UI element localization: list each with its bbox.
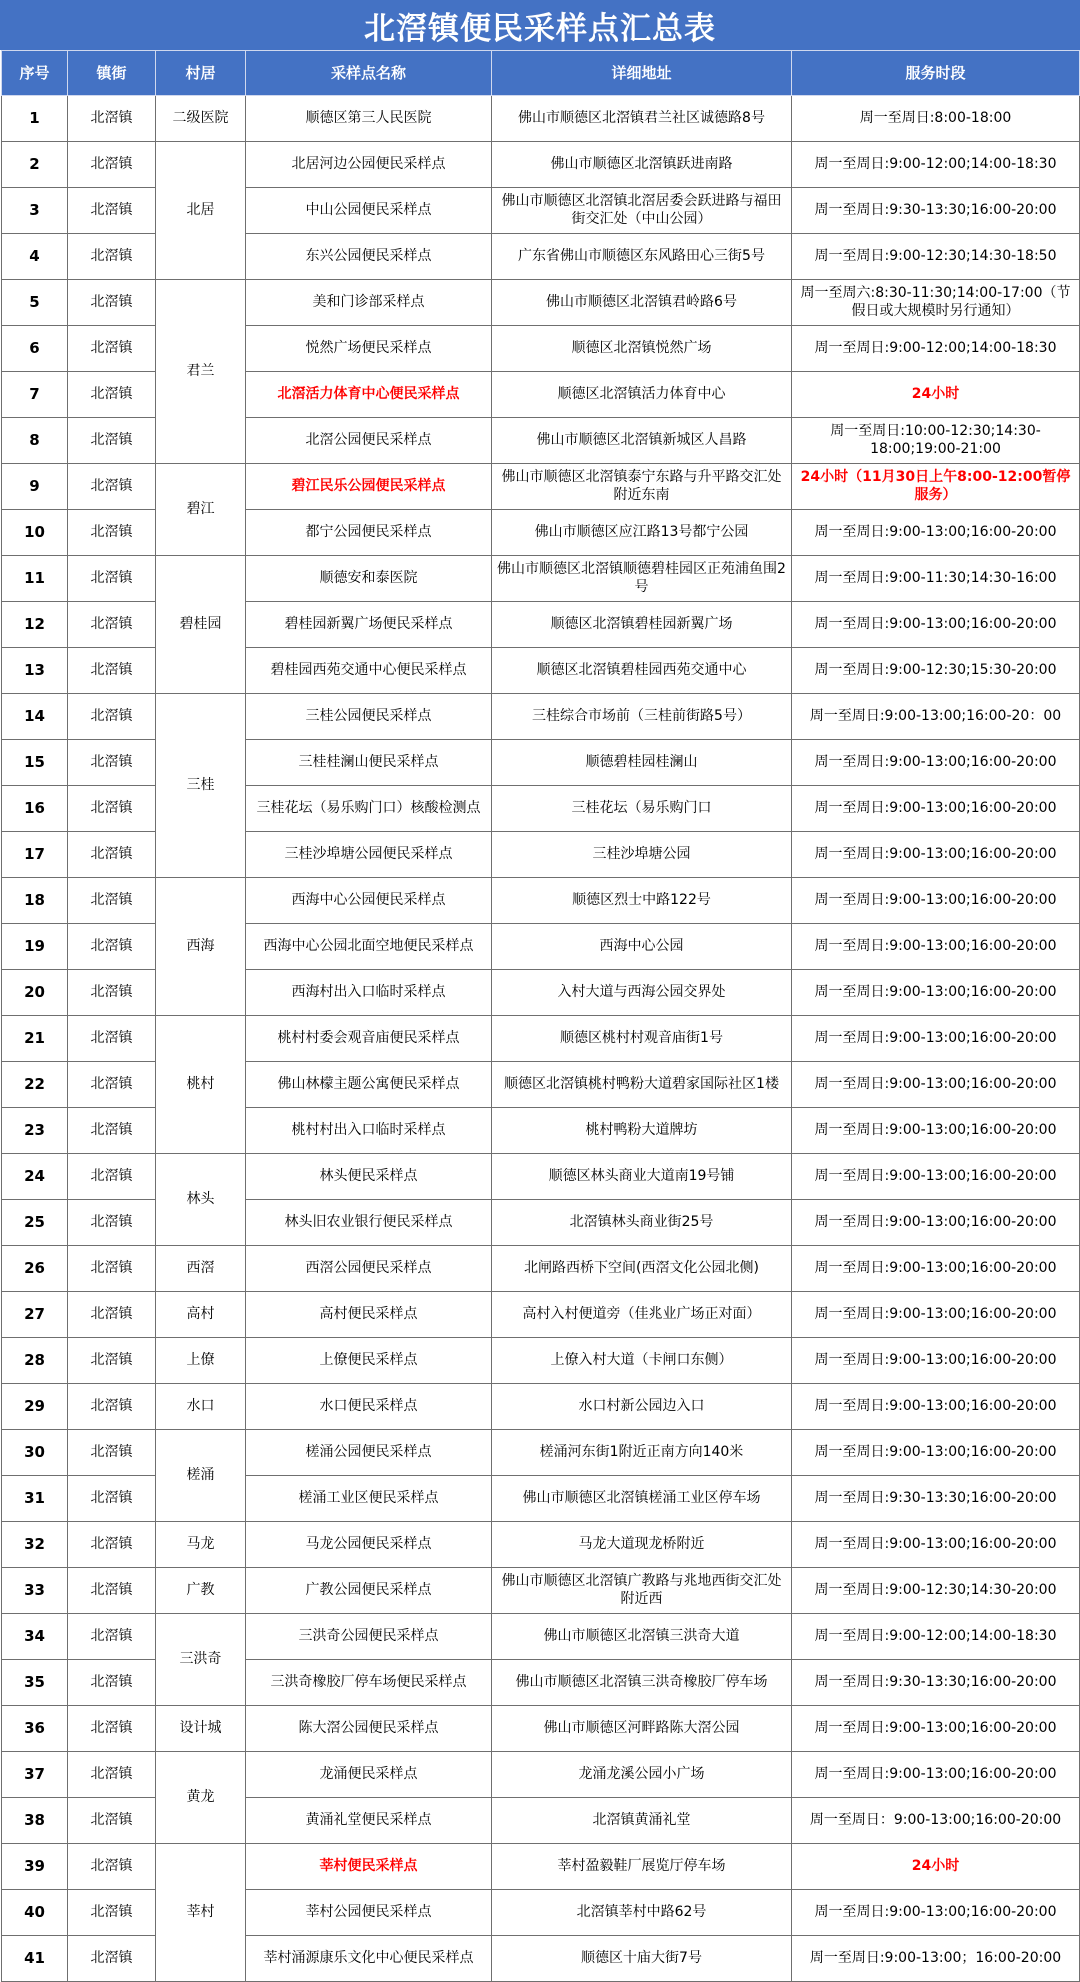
cell-hours: 周一至周日:9:00-13:00;16:00-20:00 <box>792 832 1080 878</box>
cell-town: 北滘镇 <box>68 510 156 556</box>
cell-seq: 36 <box>2 1706 68 1752</box>
header-name: 采样点名称 <box>246 51 492 96</box>
table-row <box>2 1522 1080 1568</box>
cell-seq: 11 <box>2 556 68 602</box>
cell-seq: 30 <box>2 1430 68 1476</box>
cell-hours: 周一至周日:9:00-13:00;16:00-20:00 <box>792 1522 1080 1568</box>
cell-seq: 5 <box>2 280 68 326</box>
table-row <box>2 142 1080 188</box>
cell-name: 顺德安和泰医院 <box>246 556 492 602</box>
cell-seq: 17 <box>2 832 68 878</box>
cell-hours: 周一至周日:9:00-13:00;16:00-20:00 <box>792 1108 1080 1154</box>
cell-seq: 8 <box>2 418 68 464</box>
cell-town: 北滘镇 <box>68 234 156 280</box>
cell-address: 顺德区烈士中路122号 <box>492 878 792 924</box>
table-row <box>2 694 1080 740</box>
cell-name: 槎涌公园便民采样点 <box>246 1430 492 1476</box>
cell-name: 三洪奇公园便民采样点 <box>246 1614 492 1660</box>
cell-town: 北滘镇 <box>68 1798 156 1844</box>
cell-hours: 周一至周日：9:00-13:00;16:00-20:00 <box>792 1798 1080 1844</box>
cell-name: 上僚便民采样点 <box>246 1338 492 1384</box>
cell-town: 北滘镇 <box>68 786 156 832</box>
cell-town: 北滘镇 <box>68 740 156 786</box>
cell-address: 入村大道与西海公园交界处 <box>492 970 792 1016</box>
cell-name: 马龙公园便民采样点 <box>246 1522 492 1568</box>
cell-hours: 周一至周日:9:00-12:00;14:00-18:30 <box>792 1614 1080 1660</box>
cell-town: 北滘镇 <box>68 878 156 924</box>
cell-name: 高村便民采样点 <box>246 1292 492 1338</box>
cell-address: 广东省佛山市顺德区东风路田心三街5号 <box>492 234 792 280</box>
cell-village: 设计城 <box>156 1706 246 1752</box>
cell-address: 佛山市顺德区北滘镇北滘居委会跃进路与福田街交汇处（中山公园） <box>492 188 792 234</box>
cell-village: 马龙 <box>156 1522 246 1568</box>
table-row <box>2 96 1080 142</box>
cell-seq: 12 <box>2 602 68 648</box>
table-row <box>2 1568 1080 1614</box>
header-hours: 服务时段 <box>792 51 1080 96</box>
cell-name: 北居河边公园便民采样点 <box>246 142 492 188</box>
cell-hours: 周一至周日:9:00-13:00;16:00-20:00 <box>792 1338 1080 1384</box>
cell-name: 美和门诊部采样点 <box>246 280 492 326</box>
cell-address: 佛山市顺德区北滘镇泰宁东路与升平路交汇处附近东南 <box>492 464 792 510</box>
cell-hours: 周一至周日:9:00-13:00;16:00-20:00 <box>792 924 1080 970</box>
cell-name: 西海中心公园便民采样点 <box>246 878 492 924</box>
cell-address: 顺德区十庙大街7号 <box>492 1936 792 1982</box>
cell-town: 北滘镇 <box>68 1614 156 1660</box>
cell-town: 北滘镇 <box>68 464 156 510</box>
table-body <box>2 96 1080 1982</box>
cell-seq: 34 <box>2 1614 68 1660</box>
cell-name: 黄涌礼堂便民采样点 <box>246 1798 492 1844</box>
cell-town: 北滘镇 <box>68 280 156 326</box>
cell-hours: 周一至周日:9:30-13:30;16:00-20:00 <box>792 188 1080 234</box>
table-header-row <box>2 51 1080 96</box>
cell-town: 北滘镇 <box>68 1568 156 1614</box>
cell-seq: 21 <box>2 1016 68 1062</box>
cell-address: 莘村盈毅鞋厂展览厅停车场 <box>492 1844 792 1890</box>
cell-name: 北滘公园便民采样点 <box>246 418 492 464</box>
table-row <box>2 1614 1080 1660</box>
table-row <box>2 464 1080 510</box>
cell-hours: 周一至周日:9:30-13:30;16:00-20:00 <box>792 1476 1080 1522</box>
cell-address: 桃村鸭粉大道牌坊 <box>492 1108 792 1154</box>
cell-address: 龙涌龙溪公园小广场 <box>492 1752 792 1798</box>
cell-hours: 周一至周日:10:00-12:30;14:30-18:00;19:00-21:00 <box>792 418 1080 464</box>
cell-address: 佛山市顺德区北滘镇跃进南路 <box>492 142 792 188</box>
cell-village: 君兰 <box>156 280 246 464</box>
cell-seq: 19 <box>2 924 68 970</box>
cell-name: 莘村公园便民采样点 <box>246 1890 492 1936</box>
cell-village: 莘村 <box>156 1844 246 1982</box>
cell-seq: 4 <box>2 234 68 280</box>
cell-seq: 3 <box>2 188 68 234</box>
cell-address: 佛山市顺德区北滘镇三洪奇大道 <box>492 1614 792 1660</box>
cell-village: 桃村 <box>156 1016 246 1154</box>
cell-address: 佛山市顺德区北滘镇三洪奇橡胶厂停车场 <box>492 1660 792 1706</box>
cell-seq: 31 <box>2 1476 68 1522</box>
cell-town: 北滘镇 <box>68 1890 156 1936</box>
cell-village: 槎涌 <box>156 1430 246 1522</box>
cell-seq: 1 <box>2 96 68 142</box>
cell-hours: 周一至周日:9:00-13:00;16:00-20:00 <box>792 970 1080 1016</box>
cell-town: 北滘镇 <box>68 1292 156 1338</box>
cell-name: 顺德区第三人民医院 <box>246 96 492 142</box>
cell-town: 北滘镇 <box>68 1430 156 1476</box>
cell-seq: 9 <box>2 464 68 510</box>
cell-address: 马龙大道现龙桥附近 <box>492 1522 792 1568</box>
cell-address: 三桂沙埠塘公园 <box>492 832 792 878</box>
cell-name: 龙涌便民采样点 <box>246 1752 492 1798</box>
cell-hours: 24小时（11月30日上午8:00-12:00暂停服务） <box>792 464 1080 510</box>
cell-seq: 6 <box>2 326 68 372</box>
cell-hours: 周一至周日:9:00-12:30;15:30-20:00 <box>792 648 1080 694</box>
cell-town: 北滘镇 <box>68 418 156 464</box>
cell-name: 陈大滘公园便民采样点 <box>246 1706 492 1752</box>
cell-town: 北滘镇 <box>68 142 156 188</box>
cell-seq: 40 <box>2 1890 68 1936</box>
cell-village: 碧江 <box>156 464 246 556</box>
cell-address: 北滘镇林头商业街25号 <box>492 1200 792 1246</box>
cell-hours: 周一至周日:9:00-13:00;16:00-20:00 <box>792 1246 1080 1292</box>
cell-seq: 2 <box>2 142 68 188</box>
cell-village: 三桂 <box>156 694 246 878</box>
cell-hours: 24小时 <box>792 372 1080 418</box>
cell-name: 佛山林檬主题公寓便民采样点 <box>246 1062 492 1108</box>
table-row <box>2 1844 1080 1890</box>
cell-hours: 周一至周日:9:00-13:00；16:00-20:00 <box>792 1936 1080 1982</box>
cell-town: 北滘镇 <box>68 1200 156 1246</box>
cell-name: 桃村村委会观音庙便民采样点 <box>246 1016 492 1062</box>
cell-village: 北居 <box>156 142 246 280</box>
cell-town: 北滘镇 <box>68 1936 156 1982</box>
cell-hours: 周一至周日:9:00-13:00;16:00-20:00 <box>792 1430 1080 1476</box>
cell-name: 莘村涌源康乐文化中心便民采样点 <box>246 1936 492 1982</box>
cell-name: 广教公园便民采样点 <box>246 1568 492 1614</box>
table-row <box>2 280 1080 326</box>
cell-address: 上僚入村大道（卡闸口东侧） <box>492 1338 792 1384</box>
cell-seq: 41 <box>2 1936 68 1982</box>
cell-name: 三桂花坛（易乐购门口）核酸检测点 <box>246 786 492 832</box>
cell-town: 北滘镇 <box>68 1246 156 1292</box>
cell-seq: 35 <box>2 1660 68 1706</box>
cell-name: 碧江民乐公园便民采样点 <box>246 464 492 510</box>
cell-town: 北滘镇 <box>68 326 156 372</box>
cell-name: 水口便民采样点 <box>246 1384 492 1430</box>
cell-address: 顺德区林头商业大道南19号铺 <box>492 1154 792 1200</box>
cell-hours: 周一至周日:9:00-13:00;16:00-20:00 <box>792 878 1080 924</box>
cell-name: 都宁公园便民采样点 <box>246 510 492 556</box>
cell-seq: 15 <box>2 740 68 786</box>
cell-town: 北滘镇 <box>68 1154 156 1200</box>
cell-seq: 39 <box>2 1844 68 1890</box>
cell-town: 北滘镇 <box>68 1384 156 1430</box>
cell-town: 北滘镇 <box>68 1016 156 1062</box>
cell-address: 北闸路西桥下空间(西滘文化公园北侧) <box>492 1246 792 1292</box>
cell-address: 三桂花坛（易乐购门口 <box>492 786 792 832</box>
cell-village: 林头 <box>156 1154 246 1246</box>
cell-address: 高村入村便道旁（佳兆业广场正对面） <box>492 1292 792 1338</box>
cell-name: 三桂公园便民采样点 <box>246 694 492 740</box>
cell-village: 碧桂园 <box>156 556 246 694</box>
cell-name: 三桂沙埠塘公园便民采样点 <box>246 832 492 878</box>
table-row <box>2 1154 1080 1200</box>
header-town: 镇街 <box>68 51 156 96</box>
cell-name: 西海村出入口临时采样点 <box>246 970 492 1016</box>
table-row <box>2 1338 1080 1384</box>
cell-town: 北滘镇 <box>68 96 156 142</box>
cell-hours: 周一至周日:9:00-12:00;14:00-18:30 <box>792 142 1080 188</box>
cell-name: 桃村村出入口临时采样点 <box>246 1108 492 1154</box>
cell-village: 西海 <box>156 878 246 1016</box>
cell-address: 佛山市顺德区北滘镇槎涌工业区停车场 <box>492 1476 792 1522</box>
cell-seq: 33 <box>2 1568 68 1614</box>
cell-seq: 24 <box>2 1154 68 1200</box>
cell-address: 槎涌河东街1附近正南方向140米 <box>492 1430 792 1476</box>
cell-seq: 26 <box>2 1246 68 1292</box>
cell-village: 黄龙 <box>156 1752 246 1844</box>
table-row <box>2 1752 1080 1798</box>
table-row <box>2 556 1080 602</box>
cell-seq: 7 <box>2 372 68 418</box>
cell-name: 碧桂园西苑交通中心便民采样点 <box>246 648 492 694</box>
cell-name: 碧桂园新翼广场便民采样点 <box>246 602 492 648</box>
cell-hours: 周一至周日:9:30-13:30;16:00-20:00 <box>792 1660 1080 1706</box>
cell-town: 北滘镇 <box>68 1062 156 1108</box>
cell-address: 顺德区北滘镇碧桂园新翼广场 <box>492 602 792 648</box>
table-row <box>2 878 1080 924</box>
page-title: 北滘镇便民采样点汇总表 <box>0 0 1080 50</box>
cell-town: 北滘镇 <box>68 832 156 878</box>
table-row <box>2 1016 1080 1062</box>
cell-address: 三桂综合市场前（三桂前街路5号） <box>492 694 792 740</box>
cell-village: 水口 <box>156 1384 246 1430</box>
cell-name: 北滘活力体育中心便民采样点 <box>246 372 492 418</box>
cell-town: 北滘镇 <box>68 1752 156 1798</box>
cell-address: 顺德区北滘镇悦然广场 <box>492 326 792 372</box>
cell-hours: 周一至周日:9:00-13:00;16:00-20:00 <box>792 1200 1080 1246</box>
cell-seq: 25 <box>2 1200 68 1246</box>
table-row <box>2 1292 1080 1338</box>
table-row <box>2 1384 1080 1430</box>
cell-hours: 周一至周日:9:00-13:00;16:00-20:00 <box>792 1384 1080 1430</box>
cell-hours: 周一至周日:9:00-13:00;16:00-20:00 <box>792 1062 1080 1108</box>
cell-hours: 周一至周日:9:00-13:00;16:00-20:00 <box>792 1752 1080 1798</box>
cell-hours: 周一至周日:9:00-13:00;16:00-20:00 <box>792 786 1080 832</box>
cell-town: 北滘镇 <box>68 694 156 740</box>
cell-seq: 23 <box>2 1108 68 1154</box>
cell-hours: 24小时 <box>792 1844 1080 1890</box>
cell-town: 北滘镇 <box>68 1476 156 1522</box>
cell-seq: 10 <box>2 510 68 556</box>
cell-seq: 16 <box>2 786 68 832</box>
cell-town: 北滘镇 <box>68 970 156 1016</box>
cell-name: 西滘公园便民采样点 <box>246 1246 492 1292</box>
cell-hours: 周一至周日:9:00-13:00;16:00-20:00 <box>792 1016 1080 1062</box>
cell-name: 东兴公园便民采样点 <box>246 234 492 280</box>
cell-village: 广教 <box>156 1568 246 1614</box>
cell-address: 佛山市顺德区应江路13号都宁公园 <box>492 510 792 556</box>
cell-seq: 38 <box>2 1798 68 1844</box>
cell-address: 北滘镇黄涌礼堂 <box>492 1798 792 1844</box>
cell-hours: 周一至周日:9:00-13:00;16:00-20:00 <box>792 1890 1080 1936</box>
header-address: 详细地址 <box>492 51 792 96</box>
header-seq: 序号 <box>2 51 68 96</box>
cell-town: 北滘镇 <box>68 1660 156 1706</box>
cell-address: 水口村新公园边入口 <box>492 1384 792 1430</box>
cell-seq: 28 <box>2 1338 68 1384</box>
cell-seq: 22 <box>2 1062 68 1108</box>
cell-name: 三洪奇橡胶厂停车场便民采样点 <box>246 1660 492 1706</box>
cell-name: 三桂桂澜山便民采样点 <box>246 740 492 786</box>
cell-town: 北滘镇 <box>68 648 156 694</box>
cell-village: 上僚 <box>156 1338 246 1384</box>
cell-address: 佛山市顺德区北滘镇君岭路6号 <box>492 280 792 326</box>
cell-hours: 周一至周日:9:00-13:00;16:00-20:00 <box>792 1292 1080 1338</box>
cell-village: 高村 <box>156 1292 246 1338</box>
cell-address: 佛山市顺德区河畔路陈大滘公园 <box>492 1706 792 1752</box>
cell-address: 佛山市顺德区北滘镇顺德碧桂园区正苑浦鱼围2号 <box>492 556 792 602</box>
cell-address: 佛山市顺德区北滘镇君兰社区诚德路8号 <box>492 96 792 142</box>
table-row <box>2 1706 1080 1752</box>
cell-hours: 周一至周日:9:00-13:00;16:00-20:00 <box>792 602 1080 648</box>
cell-town: 北滘镇 <box>68 602 156 648</box>
cell-town: 北滘镇 <box>68 1844 156 1890</box>
cell-hours: 周一至周日:8:00-18:00 <box>792 96 1080 142</box>
cell-town: 北滘镇 <box>68 1706 156 1752</box>
cell-seq: 13 <box>2 648 68 694</box>
cell-hours: 周一至周日:9:00-12:30;14:30-18:50 <box>792 234 1080 280</box>
cell-hours: 周一至周日:9:00-11:30;14:30-16:00 <box>792 556 1080 602</box>
cell-address: 顺德区北滘镇桃村鸭粉大道碧家国际社区1楼 <box>492 1062 792 1108</box>
cell-seq: 37 <box>2 1752 68 1798</box>
table-row <box>2 1246 1080 1292</box>
cell-name: 西海中心公园北面空地便民采样点 <box>246 924 492 970</box>
cell-village: 三洪奇 <box>156 1614 246 1706</box>
cell-seq: 32 <box>2 1522 68 1568</box>
cell-town: 北滘镇 <box>68 1108 156 1154</box>
cell-town: 北滘镇 <box>68 1522 156 1568</box>
cell-name: 莘村便民采样点 <box>246 1844 492 1890</box>
cell-address: 佛山市顺德区北滘镇新城区人昌路 <box>492 418 792 464</box>
cell-hours: 周一至周日:9:00-13:00;16:00-20:00 <box>792 1706 1080 1752</box>
cell-hours: 周一至周日:9:00-12:30;14:30-20:00 <box>792 1568 1080 1614</box>
cell-town: 北滘镇 <box>68 188 156 234</box>
cell-address: 顺德区北滘镇碧桂园西苑交通中心 <box>492 648 792 694</box>
cell-address: 顺德区北滘镇活力体育中心 <box>492 372 792 418</box>
cell-seq: 14 <box>2 694 68 740</box>
cell-address: 西海中心公园 <box>492 924 792 970</box>
cell-address: 顺德区桃村村观音庙街1号 <box>492 1016 792 1062</box>
cell-address: 顺德碧桂园桂澜山 <box>492 740 792 786</box>
table-row <box>2 1430 1080 1476</box>
cell-town: 北滘镇 <box>68 372 156 418</box>
cell-village: 西滘 <box>156 1246 246 1292</box>
cell-address: 佛山市顺德区北滘镇广教路与兆地西街交汇处附近西 <box>492 1568 792 1614</box>
cell-seq: 20 <box>2 970 68 1016</box>
cell-hours: 周一至周日:9:00-13:00;16:00-20:00 <box>792 510 1080 556</box>
cell-hours: 周一至周日:9:00-12:00;14:00-18:30 <box>792 326 1080 372</box>
cell-hours: 周一至周日:9:00-13:00;16:00-20:00 <box>792 1154 1080 1200</box>
cell-name: 悦然广场便民采样点 <box>246 326 492 372</box>
cell-hours: 周一至周日:9:00-13:00;16:00-20：00 <box>792 694 1080 740</box>
cell-town: 北滘镇 <box>68 924 156 970</box>
cell-seq: 18 <box>2 878 68 924</box>
cell-name: 中山公园便民采样点 <box>246 188 492 234</box>
cell-name: 林头旧农业银行便民采样点 <box>246 1200 492 1246</box>
cell-town: 北滘镇 <box>68 556 156 602</box>
cell-village: 二级医院 <box>156 96 246 142</box>
cell-hours: 周一至周六:8:30-11:30;14:00-17:00（节假日或大规模时另行通知） <box>792 280 1080 326</box>
sampling-points-table <box>1 50 1080 1982</box>
cell-address: 北滘镇莘村中路62号 <box>492 1890 792 1936</box>
cell-town: 北滘镇 <box>68 1338 156 1384</box>
cell-name: 槎涌工业区便民采样点 <box>246 1476 492 1522</box>
header-village: 村居 <box>156 51 246 96</box>
cell-seq: 29 <box>2 1384 68 1430</box>
cell-name: 林头便民采样点 <box>246 1154 492 1200</box>
cell-hours: 周一至周日:9:00-13:00;16:00-20:00 <box>792 740 1080 786</box>
cell-seq: 27 <box>2 1292 68 1338</box>
